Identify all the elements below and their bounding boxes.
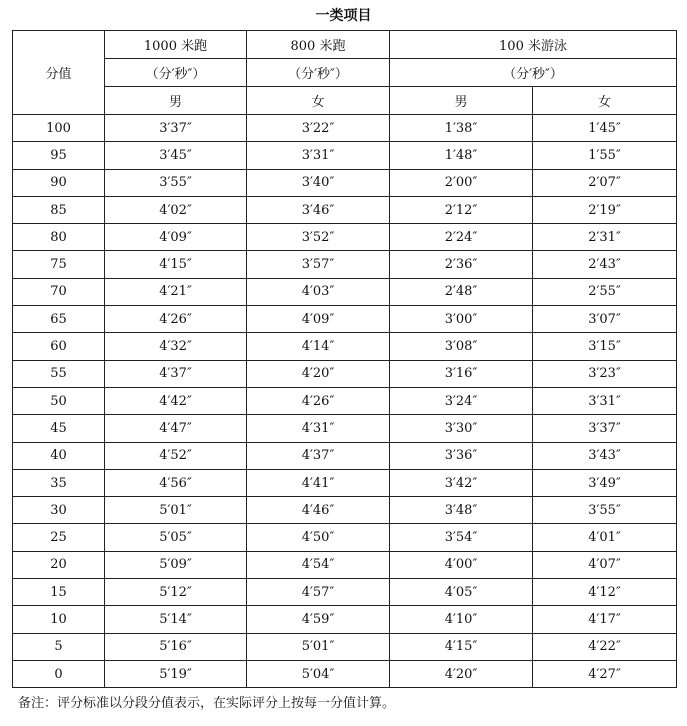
cell-1000m-male: 4′52″	[105, 442, 247, 469]
cell-score: 80	[13, 224, 105, 251]
cell-swim-female: 4′27″	[533, 660, 677, 687]
cell-swim-male: 3′00″	[390, 306, 533, 333]
cell-swim-male: 3′48″	[390, 497, 533, 524]
table-row	[13, 606, 677, 633]
cell-swim-female: 3′37″	[533, 415, 677, 442]
cell-swim-female: 2′55″	[533, 278, 677, 305]
header-row-units	[13, 59, 677, 87]
cell-swim-male: 4′10″	[390, 606, 533, 633]
cell-swim-female: 2′07″	[533, 169, 677, 196]
table-row	[13, 169, 677, 196]
cell-score: 20	[13, 551, 105, 578]
cell-score: 50	[13, 387, 105, 414]
cell-1000m-male: 4′42″	[105, 387, 247, 414]
cell-1000m-male: 4′56″	[105, 469, 247, 496]
cell-swim-female: 2′43″	[533, 251, 677, 278]
table-row	[13, 360, 677, 387]
cell-score: 15	[13, 579, 105, 606]
cell-800m-female: 4′14″	[247, 333, 390, 360]
cell-800m-female: 3′46″	[247, 196, 390, 223]
cell-swim-male: 2′24″	[390, 224, 533, 251]
cell-swim-male: 3′08″	[390, 333, 533, 360]
cell-1000m-male: 4′26″	[105, 306, 247, 333]
cell-swim-male: 4′15″	[390, 633, 533, 660]
table-row	[13, 442, 677, 469]
cell-swim-male: 2′12″	[390, 196, 533, 223]
cell-swim-female: 4′17″	[533, 606, 677, 633]
header-800m-run: 800 米跑	[247, 31, 390, 59]
cell-swim-male: 2′00″	[390, 169, 533, 196]
table-row	[13, 469, 677, 496]
cell-swim-female: 4′22″	[533, 633, 677, 660]
cell-swim-female: 3′49″	[533, 469, 677, 496]
table-row	[13, 524, 677, 551]
cell-800m-female: 4′31″	[247, 415, 390, 442]
cell-800m-female: 3′22″	[247, 115, 390, 142]
cell-800m-female: 4′54″	[247, 551, 390, 578]
cell-score: 85	[13, 196, 105, 223]
cell-swim-female: 1′55″	[533, 142, 677, 169]
header-gender-800m-female: 女	[247, 87, 390, 115]
header-1000m-run: 1000 米跑	[105, 31, 247, 59]
cell-800m-female: 4′03″	[247, 278, 390, 305]
cell-swim-male: 3′24″	[390, 387, 533, 414]
cell-score: 30	[13, 497, 105, 524]
header-100m-swim: 100 米游泳	[390, 31, 677, 59]
cell-score: 10	[13, 606, 105, 633]
table-body	[13, 115, 677, 688]
footnote: 备注：评分标准以分段分值表示，在实际评分上按每一分值计算。	[18, 696, 396, 711]
cell-swim-male: 3′30″	[390, 415, 533, 442]
cell-score: 65	[13, 306, 105, 333]
table-row	[13, 415, 677, 442]
cell-800m-female: 4′46″	[247, 497, 390, 524]
cell-score: 60	[13, 333, 105, 360]
table-row	[13, 278, 677, 305]
header-gender-swim-female: 女	[533, 87, 677, 115]
cell-1000m-male: 5′14″	[105, 606, 247, 633]
table-row	[13, 115, 677, 142]
cell-800m-female: 3′31″	[247, 142, 390, 169]
cell-1000m-male: 5′05″	[105, 524, 247, 551]
cell-score: 95	[13, 142, 105, 169]
table-row	[13, 251, 677, 278]
cell-swim-female: 2′19″	[533, 196, 677, 223]
table-row	[13, 660, 677, 687]
cell-score: 25	[13, 524, 105, 551]
cell-swim-male: 4′20″	[390, 660, 533, 687]
cell-1000m-male: 3′45″	[105, 142, 247, 169]
cell-score: 55	[13, 360, 105, 387]
cell-score: 45	[13, 415, 105, 442]
cell-swim-female: 4′12″	[533, 579, 677, 606]
cell-800m-female: 4′37″	[247, 442, 390, 469]
cell-score: 70	[13, 278, 105, 305]
page-title: 一类项目	[315, 8, 372, 24]
cell-1000m-male: 3′37″	[105, 115, 247, 142]
cell-swim-female: 4′07″	[533, 551, 677, 578]
cell-swim-male: 2′48″	[390, 278, 533, 305]
cell-1000m-male: 5′12″	[105, 579, 247, 606]
table-row	[13, 551, 677, 578]
cell-swim-male: 3′54″	[390, 524, 533, 551]
cell-swim-female: 2′31″	[533, 224, 677, 251]
cell-800m-female: 4′26″	[247, 387, 390, 414]
cell-1000m-male: 3′55″	[105, 169, 247, 196]
table-row	[13, 196, 677, 223]
header-unit-1000m: （分′秒″）	[105, 59, 247, 87]
cell-swim-female: 1′45″	[533, 115, 677, 142]
cell-swim-female: 4′01″	[533, 524, 677, 551]
cell-score: 90	[13, 169, 105, 196]
cell-swim-male: 2′36″	[390, 251, 533, 278]
cell-1000m-male: 4′32″	[105, 333, 247, 360]
cell-swim-female: 3′31″	[533, 387, 677, 414]
cell-1000m-male: 4′37″	[105, 360, 247, 387]
cell-swim-male: 1′48″	[390, 142, 533, 169]
header-gender-swim-male: 男	[390, 87, 533, 115]
cell-swim-female: 3′23″	[533, 360, 677, 387]
header-unit-800m: （分′秒″）	[247, 59, 390, 87]
cell-score: 35	[13, 469, 105, 496]
table-row	[13, 497, 677, 524]
table-row	[13, 333, 677, 360]
cell-score: 5	[13, 633, 105, 660]
cell-800m-female: 5′04″	[247, 660, 390, 687]
cell-800m-female: 4′57″	[247, 579, 390, 606]
cell-score: 40	[13, 442, 105, 469]
table-row	[13, 579, 677, 606]
header-score: 分值	[13, 31, 105, 115]
cell-800m-female: 4′09″	[247, 306, 390, 333]
cell-swim-male: 3′36″	[390, 442, 533, 469]
table-row	[13, 142, 677, 169]
cell-1000m-male: 4′15″	[105, 251, 247, 278]
cell-800m-female: 3′57″	[247, 251, 390, 278]
cell-800m-female: 3′40″	[247, 169, 390, 196]
cell-swim-female: 3′15″	[533, 333, 677, 360]
cell-swim-male: 4′05″	[390, 579, 533, 606]
table-row	[13, 306, 677, 333]
cell-1000m-male: 4′47″	[105, 415, 247, 442]
cell-score: 75	[13, 251, 105, 278]
cell-score: 100	[13, 115, 105, 142]
cell-1000m-male: 5′16″	[105, 633, 247, 660]
cell-swim-male: 1′38″	[390, 115, 533, 142]
cell-swim-female: 3′07″	[533, 306, 677, 333]
cell-1000m-male: 5′09″	[105, 551, 247, 578]
cell-800m-female: 4′59″	[247, 606, 390, 633]
cell-800m-female: 4′20″	[247, 360, 390, 387]
cell-1000m-male: 4′09″	[105, 224, 247, 251]
cell-swim-female: 3′43″	[533, 442, 677, 469]
header-row-gender	[13, 87, 677, 115]
table-row	[13, 224, 677, 251]
header-gender-1000m-male: 男	[105, 87, 247, 115]
cell-1000m-male: 4′02″	[105, 196, 247, 223]
header-unit-swim: （分′秒″）	[390, 59, 677, 87]
cell-swim-male: 3′42″	[390, 469, 533, 496]
cell-1000m-male: 5′19″	[105, 660, 247, 687]
cell-800m-female: 5′01″	[247, 633, 390, 660]
cell-swim-female: 3′55″	[533, 497, 677, 524]
cell-swim-male: 4′00″	[390, 551, 533, 578]
cell-800m-female: 3′52″	[247, 224, 390, 251]
cell-1000m-male: 5′01″	[105, 497, 247, 524]
table-row	[13, 387, 677, 414]
cell-800m-female: 4′50″	[247, 524, 390, 551]
cell-1000m-male: 4′21″	[105, 278, 247, 305]
table-row	[13, 633, 677, 660]
cell-800m-female: 4′41″	[247, 469, 390, 496]
header-row-events	[13, 31, 677, 59]
cell-score: 0	[13, 660, 105, 687]
scoring-table	[12, 30, 677, 688]
cell-swim-male: 3′16″	[390, 360, 533, 387]
